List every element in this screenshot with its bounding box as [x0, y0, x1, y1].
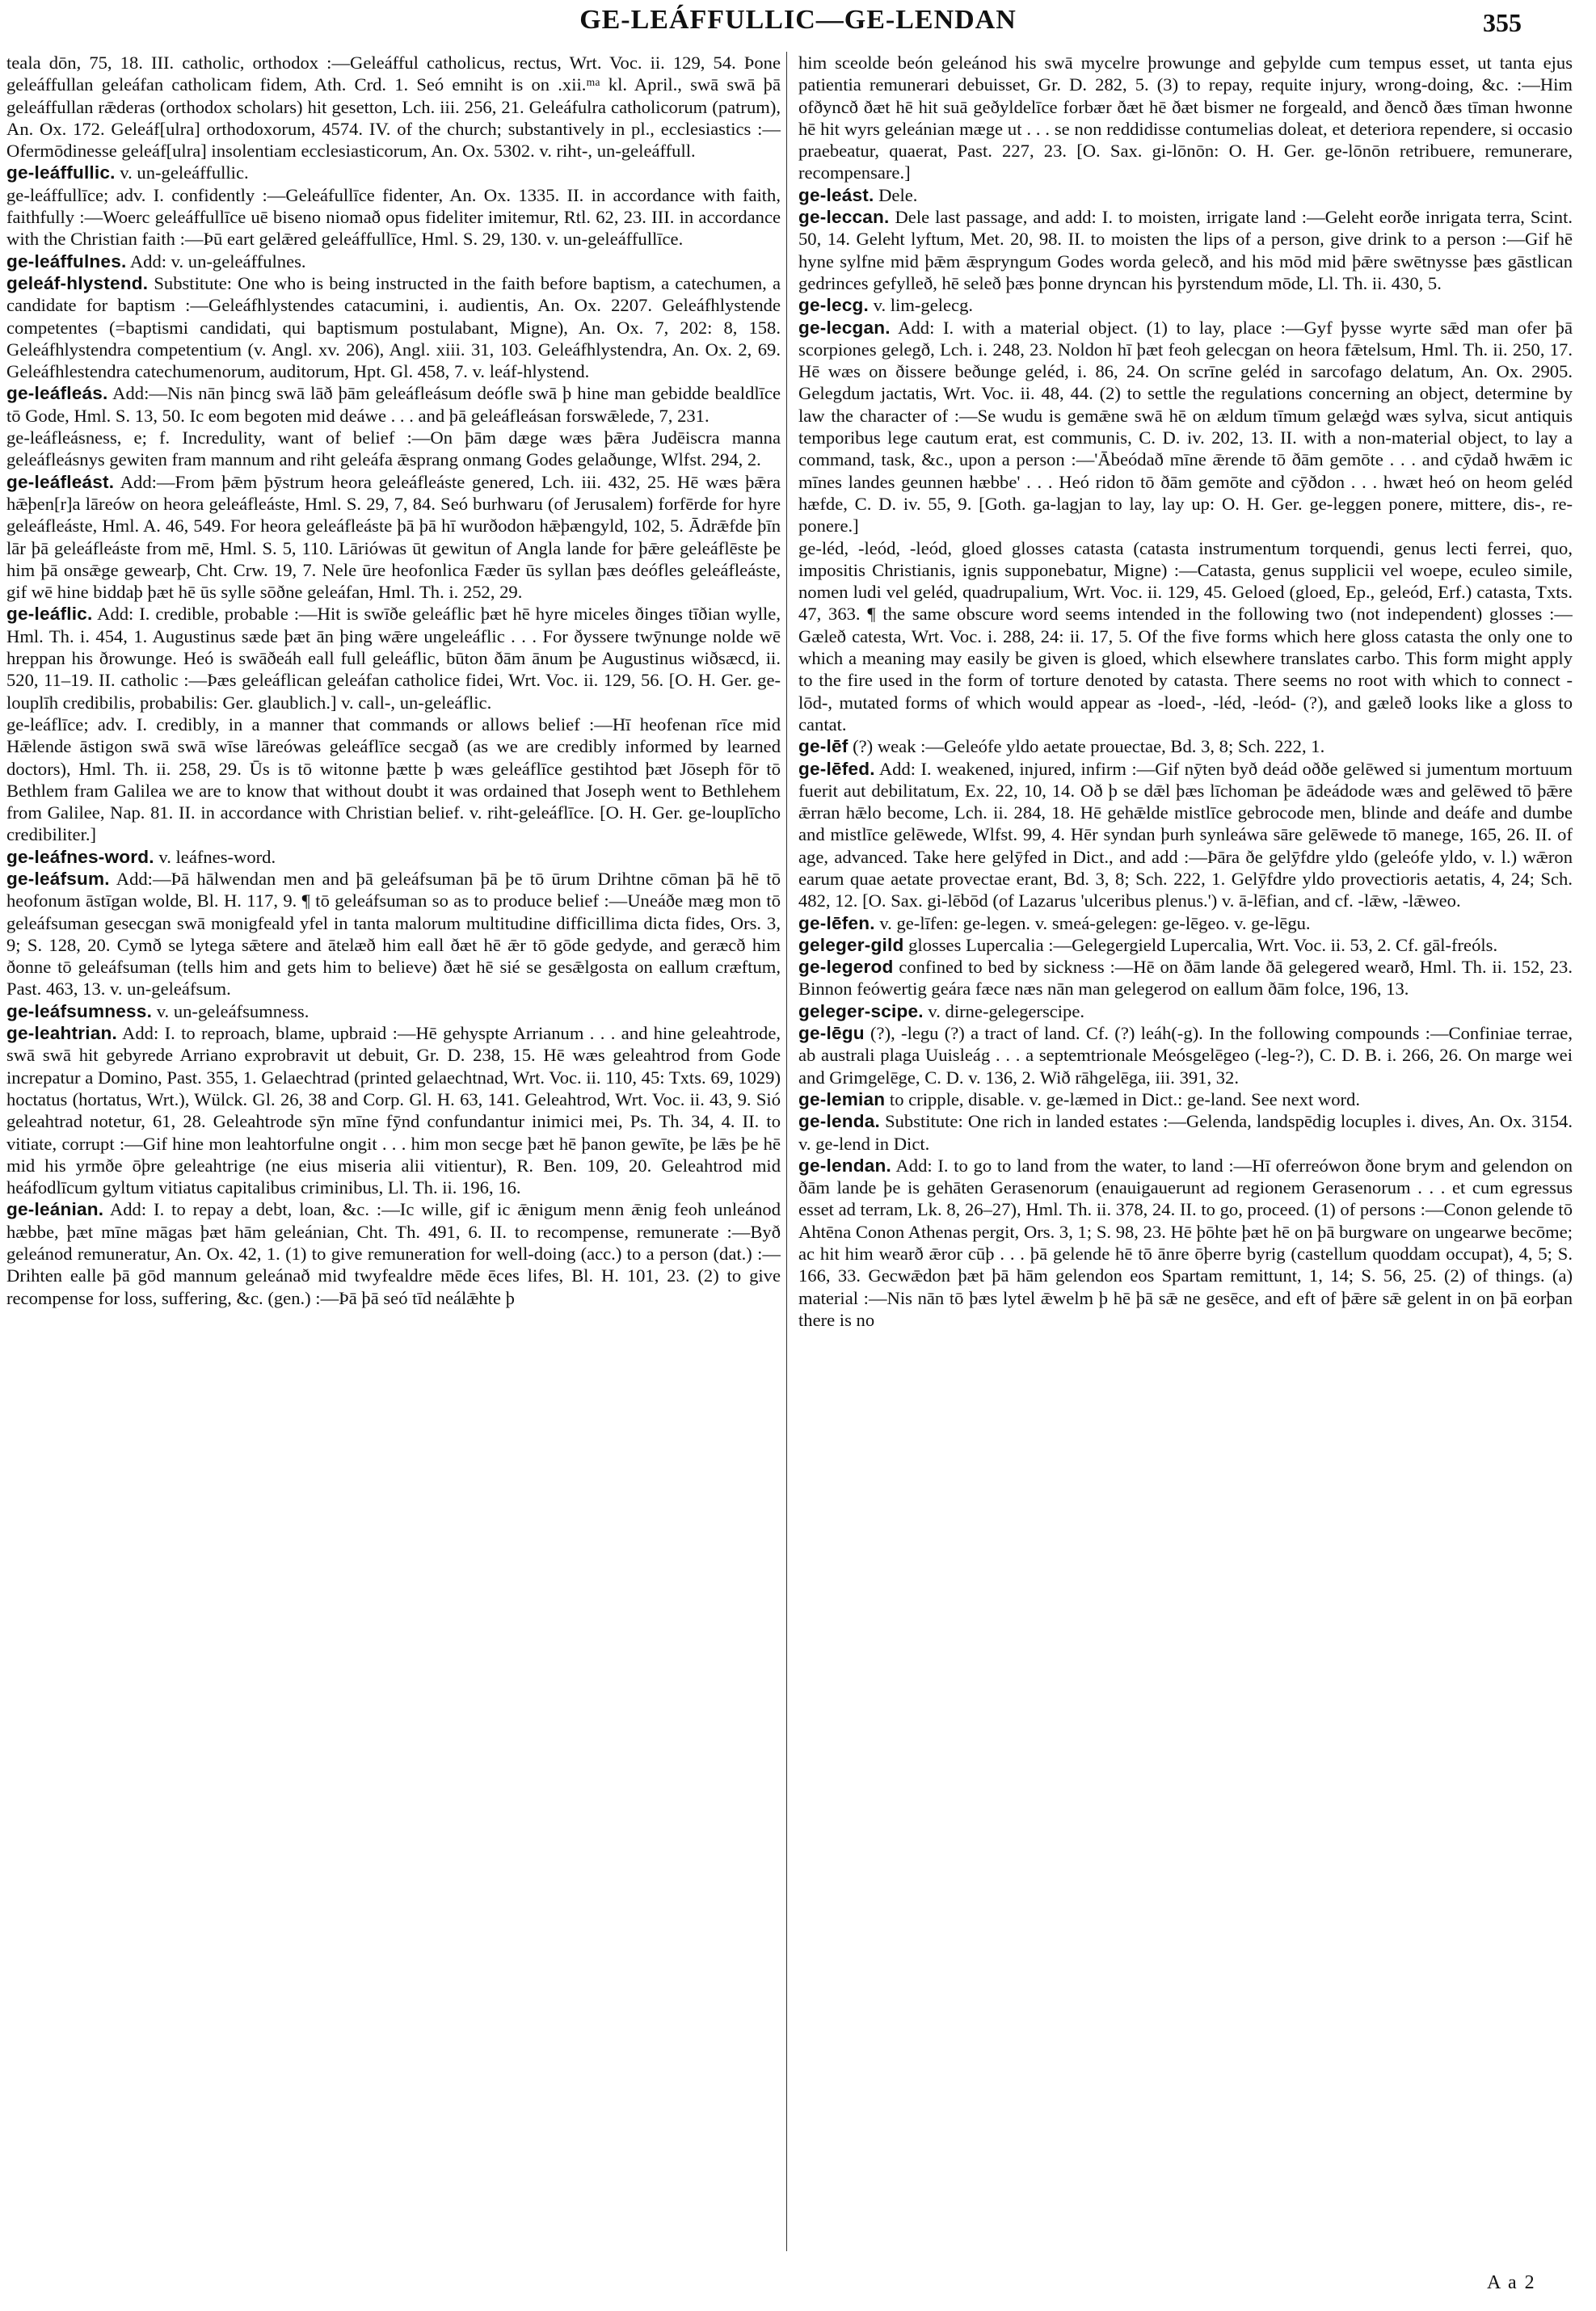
left-column [6, 52, 781, 1309]
dictionary-entry: ge-lecgan. Add: I. with a material object. (1) to lay, place :—Gyf þysse wyrte sǣd man ofer þā scorpiones gelegð, Lch. i. 248, 23. Noldon hī þæt feoh gelecgan on heora fǣtelsum, Hml. Th. ii. 250, 17. Hē wæs on ðissere beðunge geléd, i. 86, 24. On scrīne geléd in sarcofago delatum, An. Ox. 2905. Gelegdum jactatis, Wrt. Voc. ii. 48, 44. (2) to settle the regulations concerning an object, determine by law the character of :—Se wudu is gemǣne swā hē on ældum tīmum gelæġd wæs sylva, sicut antiquis temporibus lege cautum erat, est communis, C. D. iv. 202, 13. II. with a non-material object, to lay a command, task, &c., upon a person :—'Ābeódað mīne ǣrende tō ðām gemōte . . . and cȳdað hwǣm ic mīnes landes geunnen hæbbe' . . . Heó ridon tō ðām gemōte and cȳðdon . . . hwæt heó on heom geléd hæfde, C. D. iv. 55, 9. [Goth. ga-lagjan to lay, lay up: O. H. Ger. ge-leggen ponere, mittere, dis-, re-ponere.] [798, 317, 1573, 537]
dictionary-entry: ge-leahtrian. Add: I. to reproach, blame, upbraid :—Hē gehyspte Arrianum . . . and hine geleahtrode, swā swā hit gebyrede Arriano exprobravit ut debuit, Gr. D. 238, 15. Hē wæs geleahtrod from Gode increpatur a Domino, Past. 355, 1. Gelaechtrad (printed gelaechtnad, Wrt. Voc. ii. 110, 45: Txts. 69, 1029) hoctatus (hortatus, Wrt.), Wülck. Gl. 26, 38 and Corp. Gl. H. 63, 141. Geleahtrod, Wrt. Voc. ii. 43, 9. Sió geleahtrad notetur, 61, 28. Geleahtrode sȳn mīne fȳnd confundantur inimici mei, Ps. Th. 34, 4. II. to vitiate, corrupt :—Gif hine mon leahtorfulne ongit . . . him mon secge þæt hē þanon gewīte, þe lǣs þe hē mid his yrmðe ōþre geleahtrige (ne eius miseria alii vitientur), R. Ben. 109, 20. Geleahtrod mid heáfodlīcum gyltum vitiatus capitalibus criminibus, Ll. Th. ii. 196, 16. [6, 1023, 781, 1198]
dictionary-entry: ge-leáffullic. v. un-geleáffullic. [6, 162, 249, 183]
dictionary-entry: ge-leáfnes-word. v. leáfnes-word. [6, 846, 276, 867]
headword: geleger-scipe. [798, 1000, 924, 1021]
dictionary-entry: ge-lēfen. v. ge-līfen: ge-legen. v. smeá-gelegen: ge-lēgeo. v. ge-lēgu. [798, 912, 1311, 933]
headword: ge-leáflic. [6, 604, 93, 625]
headword: ge-lēfed. [798, 758, 875, 779]
page-number: 355 [1483, 8, 1522, 37]
headword: ge-leáffullic. [6, 162, 116, 183]
headword: ge-lemian [798, 1088, 886, 1109]
headword: ge-lendan. [798, 1155, 891, 1176]
dictionary-entry: ge-leáflic. Add: I. credible, probable :—Hit is swīðe geleáflic þæt hē hyre miceles ðinges tīðian wylle, Hml. Th. i. 454, 1. Augustinus sæde þæt ān þing wǣre ungeleáflic . . . For ðyssere twȳnunge nolde wē hreppan his ðrowunge. Heó is swāðeáh eall full geleáflic, būton ðām ānum þe Augustinus wiðsæcd, ii. 520, 11–19. II. catholic :—Þæs geleáflican geleáfan catholice fidei, Wrt. Voc. ii. 129, 56. [O. H. Ger. ge-louplīh credibilis, probabilis: Ger. glaublich.] v. call-, un-geleáflic. [6, 604, 781, 713]
headword: ge-leáfsum. [6, 868, 110, 889]
dictionary-entry: geleger-scipe. v. dirne-gelegerscipe. [798, 1000, 1085, 1021]
page-header [0, 0, 1596, 42]
headword: ge-leáfleást. [6, 471, 115, 492]
dictionary-entry: ge-leáffullīce; adv. I. confidently :—Geleáfullīce fidenter, An. Ox. 1335. II. in accordance with faith, faithfully :—Woerc geleáffullīce uē biseno niomað opus fideliter imitemur, Rtl. 62, 23. III. in accordance with the Christian faith :—Þū eart gelǣred geleáffullīce, Hml. S. 29, 130. v. un-geleáffullīce. [6, 184, 781, 250]
headword: ge-lēfen. [798, 912, 875, 933]
headword: ge-lenda. [798, 1111, 880, 1132]
dictionary-entry: him sceolde beón geleánod his swā mycelre þrowunge and geþylde cum tempus esset, ut tanta ejus patientia remunerari debuisset, Gr. D. 282, 5. (3) to repay, requite injury, wrong-doing, &c. :—Him ofðyncð ðæt hē hit suā geðyldelīce forbær ðæt hē ðæt bismer ne forgeald, and ðencð ðæs tīman hwonne hē hit wyrs geleánian mæge ut . . . se non reddidisse contumelias doleat, et deteriora rependere, si occasio praebeatur, quaerat, Past. 227, 23. [O. Sax. gi-lōnōn: O. H. Ger. ge-lōnōn retribuere, remunerare, recompensare.] [798, 53, 1573, 183]
dictionary-entry: ge-legerod confined to bed by sickness :—Hē on ðām lande ðā gelegered wearð, Hml. Th. ii. 152, 23. Binnon feówertig geára fæce næs nān man gelegerod on eallum ðām folce, 196, 13. [798, 957, 1573, 1000]
dictionary-entry: ge-lecg. v. lim-gelecg. [798, 295, 974, 316]
signature-mark: A a 2 [1487, 2272, 1536, 2293]
dictionary-entry: ge-lēfed. Add: I. weakened, injured, infirm :—Gif nȳten byð deád oððe gelēwed si jumentum mortuum fuerit aut debilitatum, Ex. 22, 10, 14. Oð þ se dǣl þæs līchoman þe ādeádode wæs and gelēwed tō þǣre ǣrran hǣlo become, Lch. ii. 284, 18. Hē gehǣlde mistlīce gebrocode men, blinde and deáfe and dumbe and mistlīce gelēwede, Wlfst. 99, 4. Hēr syndan þurh synleáwa sāre gelēwede tō manege, 165, 26. II. of age, advanced. Take here gelȳfed in Dict., and add :—Þāra ðe gelȳfdre yldo (geleófe yldo, v. l.) wǣron earum quae aetate provectae erant, Bd. 3, 8; Sch. 222, 1. Gelȳfdre yldo provectioris aetatis, 4, 24; Sch. 482, 12. [O. Sax. gi-lēbōd (of Lazarus 'ulceribus plenus.') v. ā-lēfian, and cf. -lǣw, -lǣweo. [798, 758, 1573, 911]
dictionary-entry: ge-lemian to cripple, disable. v. ge-læmed in Dict.: ge-land. See next word. [798, 1088, 1360, 1109]
headword: ge-leánian. [6, 1199, 104, 1220]
column-divider [786, 52, 787, 2251]
dictionary-entry: ge-léd, -leód, -leód, gloed glosses catasta (catasta instrumentum torquendi, genus lecti ferrei, quo, impositis Christianis, ignis supponebatur, Migne) :—Catasta, genus supplicii vel woepe, eculeo simile, nomen ludi vel geléd, quadrupalium, Wrt. Voc. ii. 129, 45. Geloed (gloed, Ep., geleód, Erf.) catasta, Txts. 47, 363. ¶ the same obscure word seems intended in the following two (not independent) glosses :—Gæleð catesta, Wrt. Voc. i. 288, 24: ii. 17, 5. Of the five forms which here gloss catasta the only one to which a meaning may easily be given is gloed, which elsewhere translates carbo. This form might apply to the fire used in the form of torture denoted by catasta. There seems no root with which to connect -lōd-, mutated forms of which would appear as -loed-, -léd, -leód- (?), and gæleð looks like a gloss to cantat. [798, 537, 1573, 735]
dictionary-entry: geleger-gild glosses Lupercalia :—Gelegergield Lupercalia, Wrt. Voc. ii. 53, 2. Cf. gāl-freóls. [798, 934, 1498, 955]
dictionary-entry: ge-lēf (?) weak :—Geleófe yldo aetate prouectae, Bd. 3, 8; Sch. 222, 1. [798, 736, 1325, 757]
dictionary-entry: ge-lenda. Substitute: One rich in landed estates :—Gelenda, landspēdig locuples i. dives, An. Ox. 3154. v. ge-lend in Dict. [798, 1111, 1573, 1154]
dictionary-entry: ge-leccan. Dele last passage, and add: I. to moisten, irrigate land :—Geleht eorðe inrigata terra, Scint. 50, 14. Geleht lyftum, Met. 20, 98. II. to moisten the lips of a person, give drink to a person :—Gif hē hyne sylfne mid þǣm ǣspryngum Godes worda gelecð, and his mōd mid þǣre swētnysse þæs gāstlican gedrinces gefylleð, hē seleð þæs þonne dryncan his þyrstendum mōde, Ll. Th. ii. 430, 5. [798, 207, 1573, 293]
headword: ge-legerod [798, 957, 894, 978]
dictionary-entry: ge-leáfsumness. v. un-geleáfsumness. [6, 1000, 310, 1021]
dictionary-entry: geleáf-hlystend. Substitute: One who is being instructed in the faith before baptism, a catechumen, a candidate for baptism :—Geleáfhlystendes catacumini, i. audientis, An. Ox. 2207. Geleáfhlystende competentes (=baptismi candidati, qui baptismum postulabant, Migne), An. Ox. 7, 202: 8, 158. Geleáfhlystendra competentium (v. Angl. xv. 206), Angl. xiii. 31, 103. Geleáfhlystendra, An. Ox. 2, 69. Geleáfhlestendra catechumenorum, auditorum, Hpt. Gl. 458, 7. v. leáf-hlystend. [6, 272, 781, 382]
headword: ge-leást. [798, 184, 874, 205]
dictionary-entry: ge-lendan. Add: I. to go to land from the water, to land :—Hī oferreówon ðone brym and gelendon on ðām lande þe is gehāten Gerasenorum (enauigauerunt ad regionem Gerasenorum . . . et cum egressus esset ad terram, Lk. 8, 26–27), Hml. Th. ii. 378, 24. II. to go, proceed. (1) of persons :—Conon gelende tō Ahtēna Conon Athenas pergit, Ors. 3, 1; S. 98, 23. Hē þōhte þæt hē on þā burgware on ungearwe becōme; ac hit him wearð ǣror cūþ . . . þā gelende hē tō ānre ōþerre byrig (castellum quoddam occupat), 4, 5; S. 166, 33. Gecwǣdon þæt þā hām gelendon eos Spartam remittunt, 1, 14; S. 56, 25. (2) of things. (a) material :—Nis nān tō þæs lytel ǣwelm þ hē þā sǣ ne gesēce, and eft of þǣre sǣ gelent in on þā eorþan there is no [798, 1155, 1573, 1330]
dictionary-entry: ge-leáfleásness, e; f. Incredulity, want of belief :—On þām dæge wæs þǣra Judēiscra manna geleáfleásnys gewiten fram mannum and riht geleáfa ǣsprang onmang Godes gelaðunge, Wlfst. 294, 2. [6, 427, 781, 470]
headword: ge-lecg. [798, 295, 869, 316]
headword: ge-leáfsumness. [6, 1000, 153, 1021]
headword: ge-lēgu [798, 1023, 865, 1044]
headword: ge-lēf [798, 736, 849, 757]
running-title: GE-LEÁFFULLIC—GE-LENDAN [579, 5, 1017, 35]
headword: ge-leáfleás. [6, 383, 108, 404]
dictionary-entry: ge-leáfleást. Add:—From þǣm þȳstrum heora geleáfleáste genered, Lch. iii. 432, 25. Hē wæs þǣra hǣþen[r]a lāreów on heora geleáfleáste, Hml. S. 29, 7, 84. Seó burhwaru (of Jerusalem) forfērde for hyre geleáfleáste, Hml. A. 46, 549. For heora geleáfleáste þā þā hī wurðodon hǣþængyld, 102, 5. Ādrǣfde þīn lār þā geleáfleáste from mē, Hml. S. 5, 110. Lāriówas ūt gewitun of Angla lande for þǣre geleáflēste þe him þā onsǣge gewearþ, Cht. Crw. 19, 7. Nele ūre heofonlica Fæder ūs syllan þæs deófles geleáfleáste, gif wē hine biddaþ þæt hē ūs sylle sōðne geleáfan, Hml. Th. i. 252, 29. [6, 471, 781, 603]
headword: ge-leccan. [798, 207, 890, 228]
headword: ge-leahtrian. [6, 1023, 117, 1044]
right-column [798, 52, 1573, 1331]
dictionary-entry: ge-leáfleás. Add:—Nis nān þincg swā lāð þām geleáfleásum deófle swā þ hine man gebidde bealdlīce tō Gode, Hml. S. 13, 50. Ic eom begoten mid deáwe . . . and þā geleáfleásan forswǣlede, 7, 231. [6, 383, 781, 426]
dictionary-entry: ge-leást. Dele. [798, 184, 918, 205]
dictionary-entry: ge-leáflīce; adv. I. credibly, in a manner that commands or allows belief :—Hī heofenan rīce mid Hǣlende āstigon swā swā wīse lāreówas geleáflīce secgað (as we are credibly informed by learned doctors), Hml. Th. ii. 258, 29. Ūs is tō witonne þætte þ wæs geleáflīce gestihtod þæt Jōseph fōr tō Bethlem fram Galilea we are to know that without doubt it was ordained that Joseph went to Bethlehem from Galilee, Nap. 81. II. in accordance with Christian belief. v. riht-geleáflīce. [O. H. Ger. ge-louplīcho credibiliter.] [6, 714, 781, 845]
dictionary-entry: ge-lēgu (?), -legu (?) a tract of land. Cf. (?) leáh(-g). In the following compounds :—Confiniae terrae, ab australi plaga Uuisleág . . . a septemtrionale Meósgelēgeo (-leg-?), C. D. B. i. 266, 26. On marge wei and Grimgelēge, C. D. v. 136, 2. Wið rāhgelēga, iii. 391, 32. [798, 1023, 1573, 1088]
dictionary-entry: ge-leáfsum. Add:—Þā hālwendan men and þā geleáfsuman þā þe tō ūrum Drihtne cōman þā hē tō heofonum āstīgan wolde, Bl. H. 117, 9. ¶ tō geleáfsuman so as to produce belief :—Uneáðe mæg mon tō geleáfsuman gesecgan swā monigfeald yfel in tanta malorum multitudine difficillima dicta fides, Ors. 3, 9; S. 128, 20. Cymð se lytega sǣtere and ātelæð him eall ðæt hē ǣr tō gōde gedyde, and geræcð him ðonne tō geleáfsuman (tells him and gets him to believe) ðæt hē sié se gesǣlgosta on eallum cræftum, Past. 463, 13. v. un-geleáfsum. [6, 868, 781, 1000]
dictionary-entry: teala dōn, 75, 18. III. catholic, orthodox :—Geleáfful catholicus, rectus, Wrt. Voc. ii. 129, 54. Þone geleáffullan geleáfan catholicam fidem, Ath. Crd. 1. Seó emniht is on .xii.ᵐᵃ kl. April., swā swā þā geleáffullan rǣderas (orthodox scholars) hit gesetton, Lch. iii. 256, 21. Geleáfulra catholicorum (patrum), An. Ox. 172. Geleáf[ulra] orthodoxorum, 4574. IV. of the church; substantively in pl., ecclesiastics :—Ofermōdinesse geleáf[ulra] insolentiam ecclesiasticorum, An. Ox. 5302. v. riht-, un-geleáffull. [6, 53, 781, 162]
headword: ge-leáfnes-word. [6, 846, 154, 867]
dictionary-entry: ge-leánian. Add: I. to repay a debt, loan, &c. :—Ic wille, gif ic ǣnigum menn ǣnig feoh unleánod hæbbe, þæt mīne māgas þæt hām geleánian, Cht. Th. 491, 6. II. to recompense, remunerate :—Byð geleánod remuneratur, An. Ox. 42, 1. (1) to give remuneration for well-doing (acc.) to a person (dat.) :—Drihten ealle þā gōd mannum geleánað mid twyfealdre mēde ēces lifes, Bl. H. 101, 23. (2) to give recompense for loss, suffering, &c. (gen.) :—Þā þā seó tīd neálǣhte þ [6, 1199, 781, 1308]
headword: geleáf-hlystend. [6, 272, 149, 293]
dictionary-entry: ge-leáffulnes. Add: v. un-geleáffulnes. [6, 250, 306, 272]
headword: geleger-gild [798, 934, 904, 955]
headword: ge-lecgan. [798, 317, 891, 338]
headword: ge-leáffulnes. [6, 250, 127, 272]
